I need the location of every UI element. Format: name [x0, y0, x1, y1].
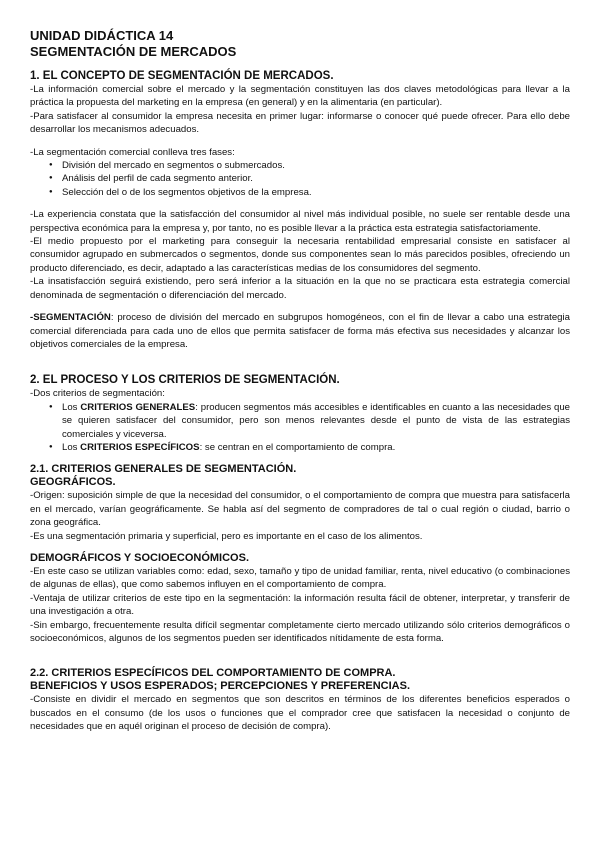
paragraph: -La información comercial sobre el mercado y la segmentación constituyen las dos claves metodológicas para llevar a la práctica la propuesta del marketing en la empresa (en general) y en la alimentaria (en particular). — [30, 84, 570, 109]
section-2-heading: 2. EL PROCESO Y LOS CRITERIOS DE SEGMENTACIÓN. — [30, 374, 340, 387]
paragraph: -El medio propuesto por el marketing para conseguir la necesaria rentabilidad empresarial consiste en satisfacer al consumidor agrupado en submercados o segmentos, donde sus componentes sean lo más parecidos posibles, ofreciendo un producto diferenciado, es decir, adaptado a las características medias de los consumidores del segmento. — [30, 236, 570, 274]
unit-title: UNIDAD DIDÁCTICA 14 — [30, 28, 174, 43]
section-1-heading: 1. EL CONCEPTO DE SEGMENTACIÓN DE MERCADOS. — [30, 70, 334, 82]
item-text: : se centran en el comportamiento de compra. — [199, 441, 396, 453]
paragraph: -Dos criterios de segmentación: — [30, 388, 165, 400]
item-term: CRITERIOS ESPECÍFICOS — [80, 441, 200, 453]
list-item: ● División del mercado en segmentos o submercados. — [30, 159, 570, 172]
paragraph: -Sin embargo, frecuentemente resulta difícil segmentar completamente cierto mercado utilizando sólo criterios demográficos o socioeconómicos, algunos de los segmentos pueden ser identificados nítidamente de esta forma. — [30, 619, 570, 644]
paragraph: -La segmentación comercial conlleva tres fases: — [30, 146, 235, 158]
document-title: SEGMENTACIÓN DE MERCADOS — [30, 44, 237, 59]
definition-term: -SEGMENTACIÓN — [30, 312, 111, 324]
section-2-2-heading: 2.2. CRITERIOS ESPECÍFICOS DEL COMPORTAMIENTO DE COMPRA. — [30, 667, 396, 680]
section-2-1-heading: 2.1. CRITERIOS GENERALES DE SEGMENTACIÓN. — [30, 463, 297, 476]
list-item: ● Selección del o de los segmentos objetivos de la empresa. — [30, 186, 570, 199]
list-item — [30, 401, 570, 441]
item-prefix: Los — [62, 441, 81, 453]
paragraph: -Origen: suposición simple de que la necesidad del consumidor, o el comportamiento de compra que muestra para satisfacerla en el mercado, varían geográficamente. Se habla así del segmento de compradores de tal o cual región o ciudad, barrio o zona geográfica. — [30, 490, 570, 529]
item-prefix: Los — [62, 401, 81, 413]
item-text: : producen segmentos más accesibles e identificables en cuanto a las necesidades que se quieren satisfacer del consumidor, pero son menos relevantes desde el punto de vista de las estrategias comerciales y viceversa. — [62, 401, 570, 440]
demographic-heading: DEMOGRÁFICOS Y SOCIOECONÓMICOS. — [30, 551, 250, 564]
paragraph: -La experiencia constata que la satisfacción del consumidor al nivel más individual posible, no suele ser rentable desde una perspectiva económica para la empresa y, por tanto, no es posible llevar a la práctica esta estrategia satisfactoriamente. — [30, 209, 570, 234]
list-item — [30, 441, 570, 454]
criteria-list — [30, 401, 570, 455]
paragraph: -La insatisfacción seguirá existiendo, pero será inferior a la situación en la que no se practicara esta estrategia comercial denominada de segmentación o diferenciación del mercado. — [30, 276, 570, 301]
paragraph: -En este caso se utilizan variables como: edad, sexo, tamaño y tipo de unidad familiar, renta, nivel educativo (o combinaciones de algunas de ellas), que como sabemos influyen en el comportamiento de compra. — [30, 565, 570, 591]
geographic-heading: GEOGRÁFICOS. — [30, 476, 116, 489]
benefits-heading: BENEFICIOS Y USOS ESPERADOS; PERCEPCIONES Y PREFERENCIAS. — [30, 680, 410, 693]
list-item: ● Análisis del perfil de cada segmento anterior. — [30, 172, 570, 185]
item-term: CRITERIOS GENERALES — [80, 401, 196, 413]
definition-text: : proceso de división del mercado en subgrupos homogéneos, con el fin de llevar a cabo una estrategia comercial diferenciada para cada uno de ellos que permita satisfacer de forma más efectiva sus necesidades y alcanzar los objetivos comerciales de la empresa. — [30, 312, 570, 350]
definition-paragraph — [30, 311, 570, 351]
paragraph: -Consiste en dividir el mercado en segmentos que son descritos en términos de los diferentes beneficios esperados o buscados en el consumo (de los usos o funciones que el comprador cree que satisfacen la necesidad o conjunto de necesidades que en aquél originan el proceso de decisión de compra). — [30, 694, 570, 733]
paragraph: -Para satisfacer al consumidor la empresa necesita en primer lugar: informarse o conocer qué puede ofrecer. Para ello debe desarrollar los mecanismos adecuados. — [30, 110, 570, 136]
paragraph: -Ventaja de utilizar criterios de este tipo en la segmentación: la información resulta fácil de obtener, interpretar, y transferir de una investigación a otra. — [30, 592, 570, 618]
phases-list — [30, 159, 570, 199]
paragraph: -Es una segmentación primaria y superficial, pero es importante en el caso de los alimentos. — [30, 530, 423, 542]
